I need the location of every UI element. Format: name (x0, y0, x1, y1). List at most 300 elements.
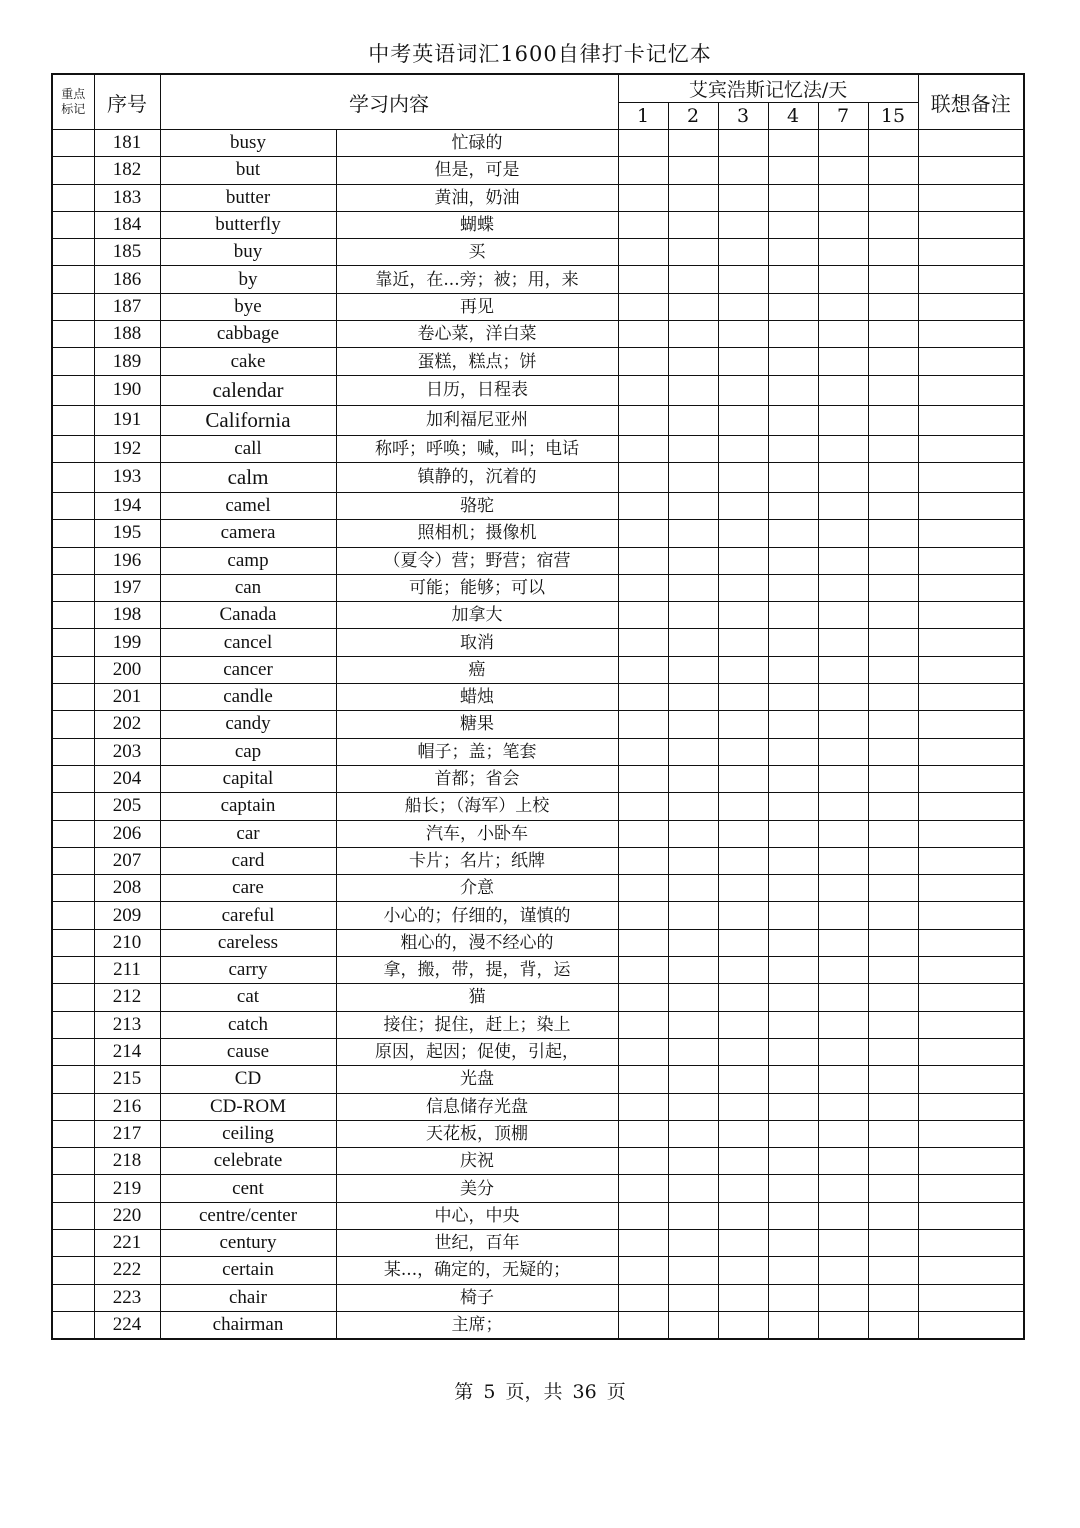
review-day-cell[interactable] (818, 847, 868, 874)
review-day-cell[interactable] (668, 239, 718, 266)
review-day-cell[interactable] (818, 157, 868, 184)
review-day-cell[interactable] (768, 321, 818, 348)
review-day-cell[interactable] (868, 435, 918, 462)
review-day-cell[interactable] (618, 1120, 668, 1147)
review-day-cell[interactable] (618, 1175, 668, 1202)
review-day-cell[interactable] (718, 547, 768, 574)
notes-cell[interactable] (918, 462, 1024, 492)
review-day-cell[interactable] (868, 902, 918, 929)
review-day-cell[interactable] (668, 820, 718, 847)
notes-cell[interactable] (918, 1011, 1024, 1038)
notes-cell[interactable] (918, 1120, 1024, 1147)
review-day-cell[interactable] (668, 520, 718, 547)
review-day-cell[interactable] (718, 266, 768, 293)
review-day-cell[interactable] (718, 1011, 768, 1038)
review-day-cell[interactable] (668, 1120, 718, 1147)
review-day-cell[interactable] (818, 375, 868, 405)
review-day-cell[interactable] (818, 738, 868, 765)
mark-cell[interactable] (52, 321, 94, 348)
notes-cell[interactable] (918, 1038, 1024, 1065)
review-day-cell[interactable] (718, 1038, 768, 1065)
review-day-cell[interactable] (718, 1120, 768, 1147)
review-day-cell[interactable] (768, 239, 818, 266)
notes-cell[interactable] (918, 1093, 1024, 1120)
review-day-cell[interactable] (868, 1011, 918, 1038)
notes-cell[interactable] (918, 405, 1024, 435)
review-day-cell[interactable] (868, 1066, 918, 1093)
review-day-cell[interactable] (668, 1093, 718, 1120)
review-day-cell[interactable] (718, 520, 768, 547)
review-day-cell[interactable] (768, 1011, 818, 1038)
notes-cell[interactable] (918, 239, 1024, 266)
review-day-cell[interactable] (818, 130, 868, 157)
notes-cell[interactable] (918, 1202, 1024, 1229)
notes-cell[interactable] (918, 656, 1024, 683)
review-day-cell[interactable] (618, 574, 668, 601)
review-day-cell[interactable] (818, 1093, 868, 1120)
review-day-cell[interactable] (618, 157, 668, 184)
mark-cell[interactable] (52, 1093, 94, 1120)
review-day-cell[interactable] (618, 684, 668, 711)
notes-cell[interactable] (918, 1257, 1024, 1284)
mark-cell[interactable] (52, 492, 94, 519)
notes-cell[interactable] (918, 435, 1024, 462)
mark-cell[interactable] (52, 820, 94, 847)
review-day-cell[interactable] (668, 765, 718, 792)
notes-cell[interactable] (918, 1175, 1024, 1202)
notes-cell[interactable] (918, 793, 1024, 820)
review-day-cell[interactable] (618, 765, 668, 792)
review-day-cell[interactable] (768, 184, 818, 211)
review-day-cell[interactable] (618, 348, 668, 375)
review-day-cell[interactable] (818, 1120, 868, 1147)
review-day-cell[interactable] (818, 239, 868, 266)
review-day-cell[interactable] (818, 902, 868, 929)
review-day-cell[interactable] (718, 321, 768, 348)
notes-cell[interactable] (918, 875, 1024, 902)
review-day-cell[interactable] (768, 1229, 818, 1256)
review-day-cell[interactable] (668, 602, 718, 629)
review-day-cell[interactable] (818, 348, 868, 375)
review-day-cell[interactable] (768, 984, 818, 1011)
review-day-cell[interactable] (618, 1011, 668, 1038)
review-day-cell[interactable] (768, 462, 818, 492)
review-day-cell[interactable] (768, 902, 818, 929)
notes-cell[interactable] (918, 184, 1024, 211)
review-day-cell[interactable] (768, 520, 818, 547)
review-day-cell[interactable] (768, 957, 818, 984)
review-day-cell[interactable] (718, 293, 768, 320)
review-day-cell[interactable] (768, 348, 818, 375)
review-day-cell[interactable] (818, 321, 868, 348)
review-day-cell[interactable] (818, 266, 868, 293)
review-day-cell[interactable] (618, 130, 668, 157)
review-day-cell[interactable] (618, 293, 668, 320)
review-day-cell[interactable] (868, 293, 918, 320)
mark-cell[interactable] (52, 211, 94, 238)
review-day-cell[interactable] (868, 765, 918, 792)
review-day-cell[interactable] (718, 1311, 768, 1339)
review-day-cell[interactable] (718, 765, 768, 792)
review-day-cell[interactable] (718, 738, 768, 765)
review-day-cell[interactable] (668, 902, 718, 929)
review-day-cell[interactable] (618, 602, 668, 629)
mark-cell[interactable] (52, 239, 94, 266)
review-day-cell[interactable] (668, 547, 718, 574)
review-day-cell[interactable] (818, 574, 868, 601)
review-day-cell[interactable] (618, 266, 668, 293)
review-day-cell[interactable] (618, 492, 668, 519)
notes-cell[interactable] (918, 1311, 1024, 1339)
review-day-cell[interactable] (868, 1120, 918, 1147)
review-day-cell[interactable] (868, 1038, 918, 1065)
review-day-cell[interactable] (868, 157, 918, 184)
notes-cell[interactable] (918, 929, 1024, 956)
notes-cell[interactable] (918, 157, 1024, 184)
review-day-cell[interactable] (618, 1038, 668, 1065)
notes-cell[interactable] (918, 684, 1024, 711)
mark-cell[interactable] (52, 1257, 94, 1284)
review-day-cell[interactable] (768, 1202, 818, 1229)
review-day-cell[interactable] (768, 875, 818, 902)
review-day-cell[interactable] (718, 1257, 768, 1284)
review-day-cell[interactable] (668, 157, 718, 184)
review-day-cell[interactable] (868, 847, 918, 874)
review-day-cell[interactable] (818, 1202, 868, 1229)
review-day-cell[interactable] (618, 875, 668, 902)
review-day-cell[interactable] (618, 405, 668, 435)
review-day-cell[interactable] (718, 239, 768, 266)
review-day-cell[interactable] (618, 793, 668, 820)
review-day-cell[interactable] (668, 293, 718, 320)
review-day-cell[interactable] (718, 602, 768, 629)
notes-cell[interactable] (918, 847, 1024, 874)
review-day-cell[interactable] (868, 1257, 918, 1284)
review-day-cell[interactable] (768, 375, 818, 405)
notes-cell[interactable] (918, 321, 1024, 348)
review-day-cell[interactable] (618, 462, 668, 492)
review-day-cell[interactable] (718, 793, 768, 820)
review-day-cell[interactable] (618, 957, 668, 984)
review-day-cell[interactable] (718, 1066, 768, 1093)
review-day-cell[interactable] (718, 574, 768, 601)
review-day-cell[interactable] (868, 629, 918, 656)
mark-cell[interactable] (52, 375, 94, 405)
review-day-cell[interactable] (768, 574, 818, 601)
review-day-cell[interactable] (718, 375, 768, 405)
review-day-cell[interactable] (868, 1148, 918, 1175)
notes-cell[interactable] (918, 602, 1024, 629)
review-day-cell[interactable] (818, 520, 868, 547)
review-day-cell[interactable] (868, 820, 918, 847)
review-day-cell[interactable] (668, 629, 718, 656)
review-day-cell[interactable] (668, 1175, 718, 1202)
review-day-cell[interactable] (768, 1257, 818, 1284)
mark-cell[interactable] (52, 1148, 94, 1175)
mark-cell[interactable] (52, 547, 94, 574)
review-day-cell[interactable] (718, 847, 768, 874)
notes-cell[interactable] (918, 902, 1024, 929)
mark-cell[interactable] (52, 957, 94, 984)
review-day-cell[interactable] (768, 157, 818, 184)
review-day-cell[interactable] (818, 211, 868, 238)
notes-cell[interactable] (918, 348, 1024, 375)
notes-cell[interactable] (918, 293, 1024, 320)
mark-cell[interactable] (52, 348, 94, 375)
review-day-cell[interactable] (868, 266, 918, 293)
mark-cell[interactable] (52, 1038, 94, 1065)
review-day-cell[interactable] (668, 211, 718, 238)
review-day-cell[interactable] (718, 1093, 768, 1120)
review-day-cell[interactable] (768, 684, 818, 711)
review-day-cell[interactable] (618, 321, 668, 348)
notes-cell[interactable] (918, 765, 1024, 792)
review-day-cell[interactable] (768, 602, 818, 629)
review-day-cell[interactable] (768, 1284, 818, 1311)
review-day-cell[interactable] (668, 684, 718, 711)
mark-cell[interactable] (52, 793, 94, 820)
review-day-cell[interactable] (818, 820, 868, 847)
review-day-cell[interactable] (818, 1311, 868, 1339)
mark-cell[interactable] (52, 847, 94, 874)
mark-cell[interactable] (52, 656, 94, 683)
review-day-cell[interactable] (718, 184, 768, 211)
review-day-cell[interactable] (818, 875, 868, 902)
mark-cell[interactable] (52, 157, 94, 184)
mark-cell[interactable] (52, 875, 94, 902)
review-day-cell[interactable] (818, 684, 868, 711)
mark-cell[interactable] (52, 184, 94, 211)
review-day-cell[interactable] (618, 211, 668, 238)
mark-cell[interactable] (52, 929, 94, 956)
notes-cell[interactable] (918, 130, 1024, 157)
review-day-cell[interactable] (868, 520, 918, 547)
review-day-cell[interactable] (668, 492, 718, 519)
review-day-cell[interactable] (618, 1148, 668, 1175)
review-day-cell[interactable] (668, 130, 718, 157)
review-day-cell[interactable] (768, 711, 818, 738)
notes-cell[interactable] (918, 492, 1024, 519)
review-day-cell[interactable] (768, 1093, 818, 1120)
review-day-cell[interactable] (668, 1202, 718, 1229)
review-day-cell[interactable] (618, 711, 668, 738)
notes-cell[interactable] (918, 738, 1024, 765)
review-day-cell[interactable] (868, 929, 918, 956)
review-day-cell[interactable] (718, 348, 768, 375)
review-day-cell[interactable] (668, 1011, 718, 1038)
review-day-cell[interactable] (618, 1284, 668, 1311)
review-day-cell[interactable] (768, 130, 818, 157)
review-day-cell[interactable] (668, 1229, 718, 1256)
review-day-cell[interactable] (868, 1202, 918, 1229)
review-day-cell[interactable] (868, 547, 918, 574)
review-day-cell[interactable] (768, 1066, 818, 1093)
review-day-cell[interactable] (718, 1284, 768, 1311)
mark-cell[interactable] (52, 1120, 94, 1147)
review-day-cell[interactable] (668, 1038, 718, 1065)
review-day-cell[interactable] (818, 1257, 868, 1284)
notes-cell[interactable] (918, 957, 1024, 984)
review-day-cell[interactable] (618, 656, 668, 683)
review-day-cell[interactable] (768, 492, 818, 519)
review-day-cell[interactable] (618, 1311, 668, 1339)
review-day-cell[interactable] (868, 184, 918, 211)
review-day-cell[interactable] (868, 348, 918, 375)
review-day-cell[interactable] (618, 239, 668, 266)
mark-cell[interactable] (52, 1202, 94, 1229)
review-day-cell[interactable] (818, 547, 868, 574)
review-day-cell[interactable] (818, 929, 868, 956)
review-day-cell[interactable] (718, 820, 768, 847)
review-day-cell[interactable] (718, 684, 768, 711)
review-day-cell[interactable] (668, 462, 718, 492)
review-day-cell[interactable] (618, 629, 668, 656)
review-day-cell[interactable] (718, 957, 768, 984)
review-day-cell[interactable] (618, 820, 668, 847)
review-day-cell[interactable] (668, 266, 718, 293)
mark-cell[interactable] (52, 1175, 94, 1202)
review-day-cell[interactable] (868, 957, 918, 984)
review-day-cell[interactable] (818, 293, 868, 320)
review-day-cell[interactable] (768, 1120, 818, 1147)
mark-cell[interactable] (52, 602, 94, 629)
review-day-cell[interactable] (718, 875, 768, 902)
review-day-cell[interactable] (868, 375, 918, 405)
review-day-cell[interactable] (668, 738, 718, 765)
review-day-cell[interactable] (818, 1011, 868, 1038)
review-day-cell[interactable] (868, 684, 918, 711)
mark-cell[interactable] (52, 902, 94, 929)
review-day-cell[interactable] (668, 375, 718, 405)
review-day-cell[interactable] (668, 957, 718, 984)
review-day-cell[interactable] (618, 184, 668, 211)
review-day-cell[interactable] (818, 1229, 868, 1256)
mark-cell[interactable] (52, 293, 94, 320)
review-day-cell[interactable] (868, 1175, 918, 1202)
notes-cell[interactable] (918, 820, 1024, 847)
notes-cell[interactable] (918, 984, 1024, 1011)
review-day-cell[interactable] (718, 656, 768, 683)
notes-cell[interactable] (918, 574, 1024, 601)
mark-cell[interactable] (52, 130, 94, 157)
review-day-cell[interactable] (768, 211, 818, 238)
review-day-cell[interactable] (718, 405, 768, 435)
review-day-cell[interactable] (868, 1229, 918, 1256)
mark-cell[interactable] (52, 984, 94, 1011)
mark-cell[interactable] (52, 1311, 94, 1339)
review-day-cell[interactable] (818, 1066, 868, 1093)
notes-cell[interactable] (918, 629, 1024, 656)
review-day-cell[interactable] (768, 765, 818, 792)
review-day-cell[interactable] (868, 984, 918, 1011)
mark-cell[interactable] (52, 1284, 94, 1311)
review-day-cell[interactable] (668, 184, 718, 211)
review-day-cell[interactable] (618, 984, 668, 1011)
review-day-cell[interactable] (868, 462, 918, 492)
review-day-cell[interactable] (818, 184, 868, 211)
review-day-cell[interactable] (818, 957, 868, 984)
review-day-cell[interactable] (668, 1284, 718, 1311)
review-day-cell[interactable] (668, 656, 718, 683)
review-day-cell[interactable] (818, 656, 868, 683)
review-day-cell[interactable] (718, 1175, 768, 1202)
review-day-cell[interactable] (618, 738, 668, 765)
review-day-cell[interactable] (868, 1284, 918, 1311)
review-day-cell[interactable] (668, 405, 718, 435)
review-day-cell[interactable] (668, 875, 718, 902)
review-day-cell[interactable] (868, 1093, 918, 1120)
review-day-cell[interactable] (768, 435, 818, 462)
mark-cell[interactable] (52, 574, 94, 601)
review-day-cell[interactable] (768, 793, 818, 820)
notes-cell[interactable] (918, 1066, 1024, 1093)
review-day-cell[interactable] (818, 629, 868, 656)
notes-cell[interactable] (918, 211, 1024, 238)
review-day-cell[interactable] (818, 984, 868, 1011)
review-day-cell[interactable] (718, 711, 768, 738)
mark-cell[interactable] (52, 629, 94, 656)
notes-cell[interactable] (918, 266, 1024, 293)
review-day-cell[interactable] (818, 462, 868, 492)
review-day-cell[interactable] (618, 1229, 668, 1256)
review-day-cell[interactable] (868, 738, 918, 765)
review-day-cell[interactable] (718, 629, 768, 656)
review-day-cell[interactable] (868, 875, 918, 902)
review-day-cell[interactable] (818, 1284, 868, 1311)
review-day-cell[interactable] (818, 1148, 868, 1175)
review-day-cell[interactable] (618, 520, 668, 547)
review-day-cell[interactable] (768, 405, 818, 435)
review-day-cell[interactable] (618, 1093, 668, 1120)
review-day-cell[interactable] (668, 929, 718, 956)
mark-cell[interactable] (52, 684, 94, 711)
review-day-cell[interactable] (668, 574, 718, 601)
review-day-cell[interactable] (768, 629, 818, 656)
review-day-cell[interactable] (668, 435, 718, 462)
review-day-cell[interactable] (668, 1257, 718, 1284)
review-day-cell[interactable] (868, 405, 918, 435)
review-day-cell[interactable] (718, 984, 768, 1011)
review-day-cell[interactable] (818, 435, 868, 462)
review-day-cell[interactable] (768, 293, 818, 320)
review-day-cell[interactable] (768, 738, 818, 765)
review-day-cell[interactable] (768, 266, 818, 293)
review-day-cell[interactable] (868, 1311, 918, 1339)
review-day-cell[interactable] (618, 1066, 668, 1093)
review-day-cell[interactable] (868, 602, 918, 629)
review-day-cell[interactable] (768, 656, 818, 683)
review-day-cell[interactable] (818, 492, 868, 519)
review-day-cell[interactable] (868, 211, 918, 238)
review-day-cell[interactable] (618, 547, 668, 574)
review-day-cell[interactable] (668, 1148, 718, 1175)
review-day-cell[interactable] (718, 157, 768, 184)
review-day-cell[interactable] (668, 984, 718, 1011)
review-day-cell[interactable] (818, 1038, 868, 1065)
review-day-cell[interactable] (718, 1202, 768, 1229)
review-day-cell[interactable] (718, 435, 768, 462)
notes-cell[interactable] (918, 547, 1024, 574)
review-day-cell[interactable] (618, 929, 668, 956)
review-day-cell[interactable] (718, 492, 768, 519)
review-day-cell[interactable] (868, 793, 918, 820)
review-day-cell[interactable] (618, 902, 668, 929)
review-day-cell[interactable] (718, 1148, 768, 1175)
review-day-cell[interactable] (668, 793, 718, 820)
review-day-cell[interactable] (768, 547, 818, 574)
mark-cell[interactable] (52, 520, 94, 547)
notes-cell[interactable] (918, 711, 1024, 738)
